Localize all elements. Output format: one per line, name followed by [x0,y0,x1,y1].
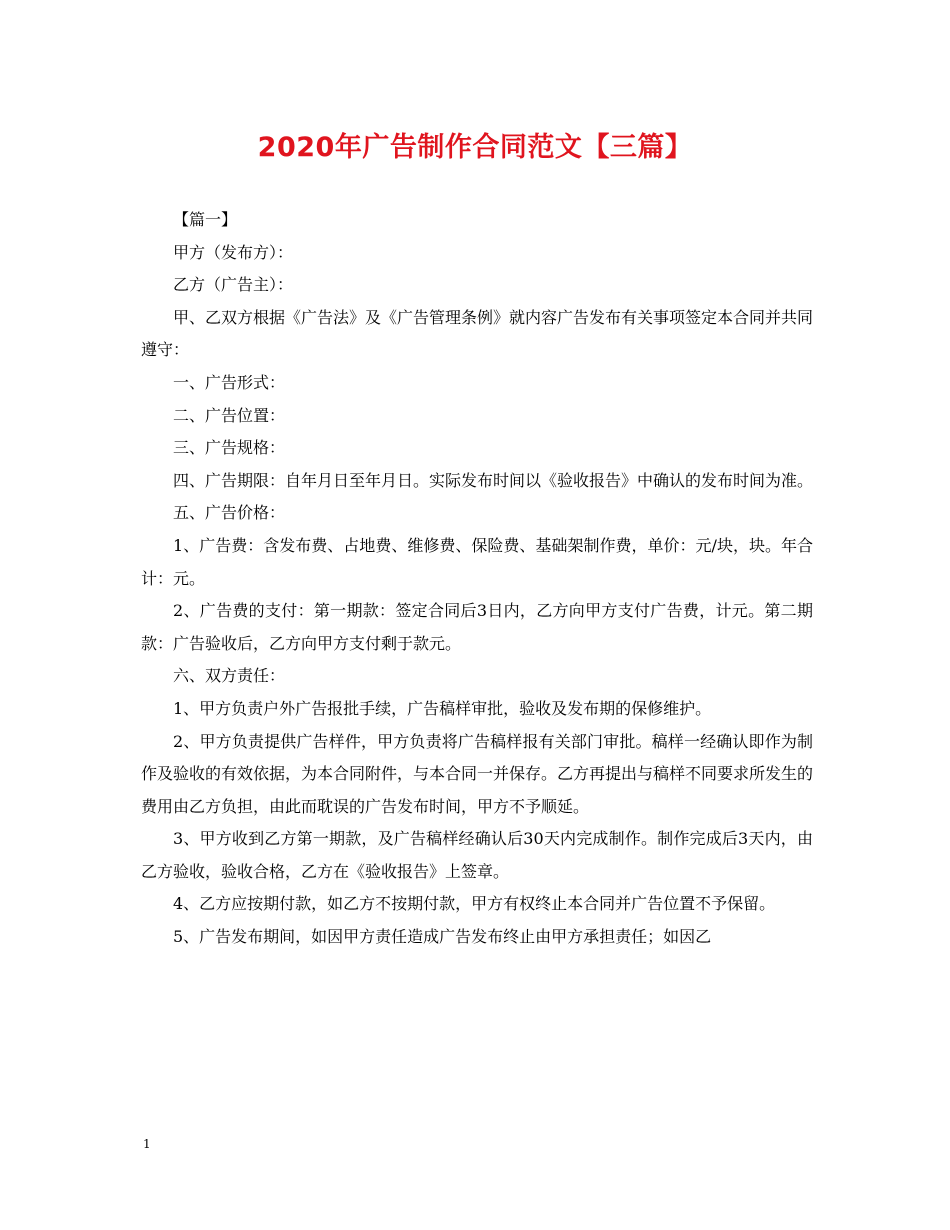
paragraph-ad-price: 五、广告价格： [173,503,286,523]
paragraph-payment: 2、广告费的支付：第一期款：签定合同后3日内，乙方向甲方支付广告费，计元。第二期款：广告验收后，乙方向甲方支付剩于款元。 [141,601,813,653]
paragraph-responsibility-2: 2、甲方负责提供广告样件，甲方负责将广告稿样报有关部门审批。稿样一经确认即作为制作及验收的有效依据，为本合同附件，与本合同一并保存。乙方再提出与稿样不同要求所发生的费用由乙方负担，由此而耽误的广告发布时间，甲方不予顺延。 [141,731,814,816]
paragraph-responsibility-4: 4、乙方应按期付款，如乙方不按期付款，甲方有权终止本合同并广告位置不予保留。 [173,894,776,914]
paragraph-responsibilities: 六、双方责任： [173,666,286,686]
paragraph-preamble: 甲、乙双方根据《广告法》及《广告管理条例》就内容广告发布有关事项签定本合同并共同遵守： [141,307,814,360]
paragraph-responsibility-5: 5、广告发布期间，如因甲方责任造成广告发布终止由甲方承担责任；如因乙 [173,927,712,947]
paragraph-party-b: 乙方（广告主）： [173,275,294,295]
paragraph-responsibility-1: 1、甲方负责户外广告报批手续，广告稿样审批，验收及发布期的保修维护。 [173,698,712,718]
paragraph-party-a: 甲方（发布方）： [173,242,294,262]
paragraph-ad-period: 四、广告期限：自年月日至年月日。实际发布时间以《验收报告》中确认的发布时间为准。 [173,470,814,490]
page-number: 1 [143,1137,151,1151]
paragraph-ad-spec: 三、广告规格： [173,438,286,458]
paragraph-ad-form: 一、广告形式： [173,372,286,392]
paragraph-responsibility-3: 3、甲方收到乙方第一期款，及广告稿样经确认后30天内完成制作。制作完成后3天内，由乙方验收，验收合格，乙方在《验收报告》上签章。 [141,829,813,881]
document-body [141,204,813,954]
paragraph-ad-fee: 1、广告费：含发布费、占地费、维修费、保险费、基础架制作费，单价：元/块，块。年合计：元。 [141,535,813,588]
document-title: 2020年广告制作合同范文【三篇】 [257,132,693,163]
paragraph-section-heading: 【篇一】 [173,210,238,229]
paragraph-ad-location: 二、广告位置： [173,405,286,425]
